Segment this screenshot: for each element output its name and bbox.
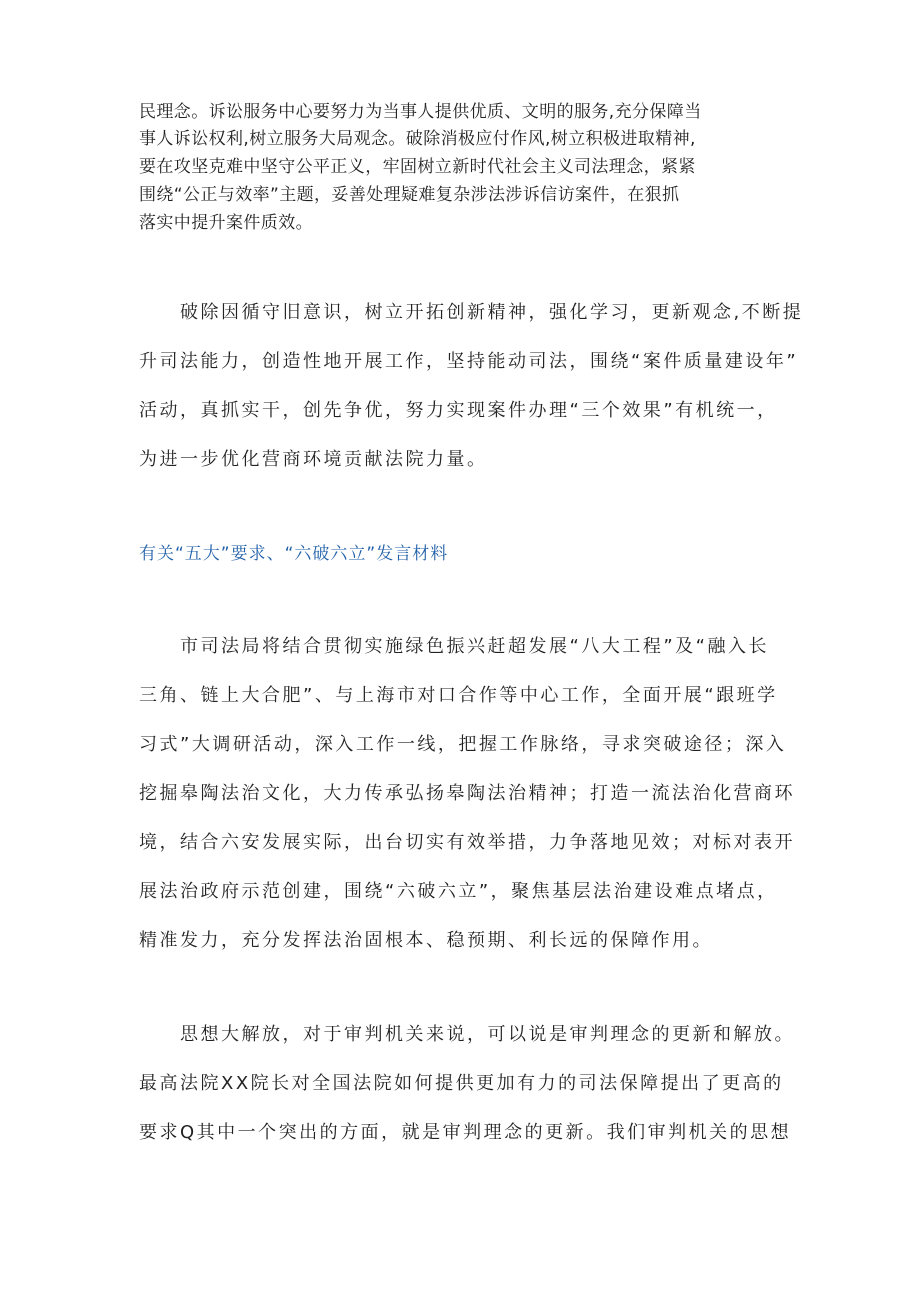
paragraph-line: 民理念。诉讼服务中心要努力为当事人提供优质、文明的服务,充分保障当 <box>139 102 702 122</box>
paragraph-line: 升司法能力，创造性地开展工作，坚持能动司法，围绕“案件质量建设年” <box>139 351 799 372</box>
paragraph-line: 思想大解放，对于审判机关来说，可以说是审判理念的更新和解放。 <box>180 1024 795 1045</box>
paragraph-line: 活动，真抓实干，创先争优，努力实现案件办理“三个效果”有机统一， <box>139 400 778 421</box>
paragraph-line: 挖掘皋陶法治文化，大力传承弘扬皋陶法治精神；打造一流法治化营商环 <box>139 783 795 804</box>
paragraph-line: 围绕“公正与效率”主题，妥善处理疑难复杂涉法涉诉信访案件，在狠抓 <box>139 185 680 205</box>
paragraph-line: 要在攻坚克难中坚守公平正义，牢固树立新时代社会主义司法理念，紧紧 <box>139 157 696 177</box>
section-heading: 有关“五大”要求、“六破六立”发言材料 <box>139 544 449 564</box>
paragraph-line: 落实中提升案件质效。 <box>139 213 313 233</box>
paragraph-line: 习式”大调研活动，深入工作一线，把握工作脉络，寻求突破途径；深入 <box>139 734 787 755</box>
paragraph-line: 破除因循守旧意识，树立开拓创新精神，强化学习，更新观念,不断提 <box>180 302 804 323</box>
paragraph-line: 要求Q其中一个突出的方面，就是审判理念的更新。我们审判机关的思想 <box>139 1122 792 1143</box>
paragraph-line: 三角、链上大合肥”、与上海市对口合作等中心工作，全面开展“跟班学 <box>139 685 778 706</box>
paragraph-line: 精准发力，充分发挥法治固根本、稳预期、利长远的保障作用。 <box>139 930 713 951</box>
paragraph-line: 事人诉讼权利,树立服务大局观念。破除消极应付作风,树立积极进取精神, <box>139 129 696 149</box>
paragraph-line: 为进一步优化营商环境贡献法院力量。 <box>139 449 488 470</box>
paragraph-line: 市司法局将结合贯彻实施绿色振兴赶超发展“八大工程”及“融入长 <box>180 636 769 657</box>
paragraph-line: 展法治政府示范创建，围绕“六破六立”，聚焦基层法治建设难点堵点， <box>139 881 778 902</box>
paragraph-line: 境，结合六安发展实际，出台切实有效举措，力争落地见效；对标对表开 <box>139 832 795 853</box>
paragraph-line: 最高法院XX院长对全国法院如何提供更加有力的司法保障提出了更高的 <box>139 1073 784 1094</box>
